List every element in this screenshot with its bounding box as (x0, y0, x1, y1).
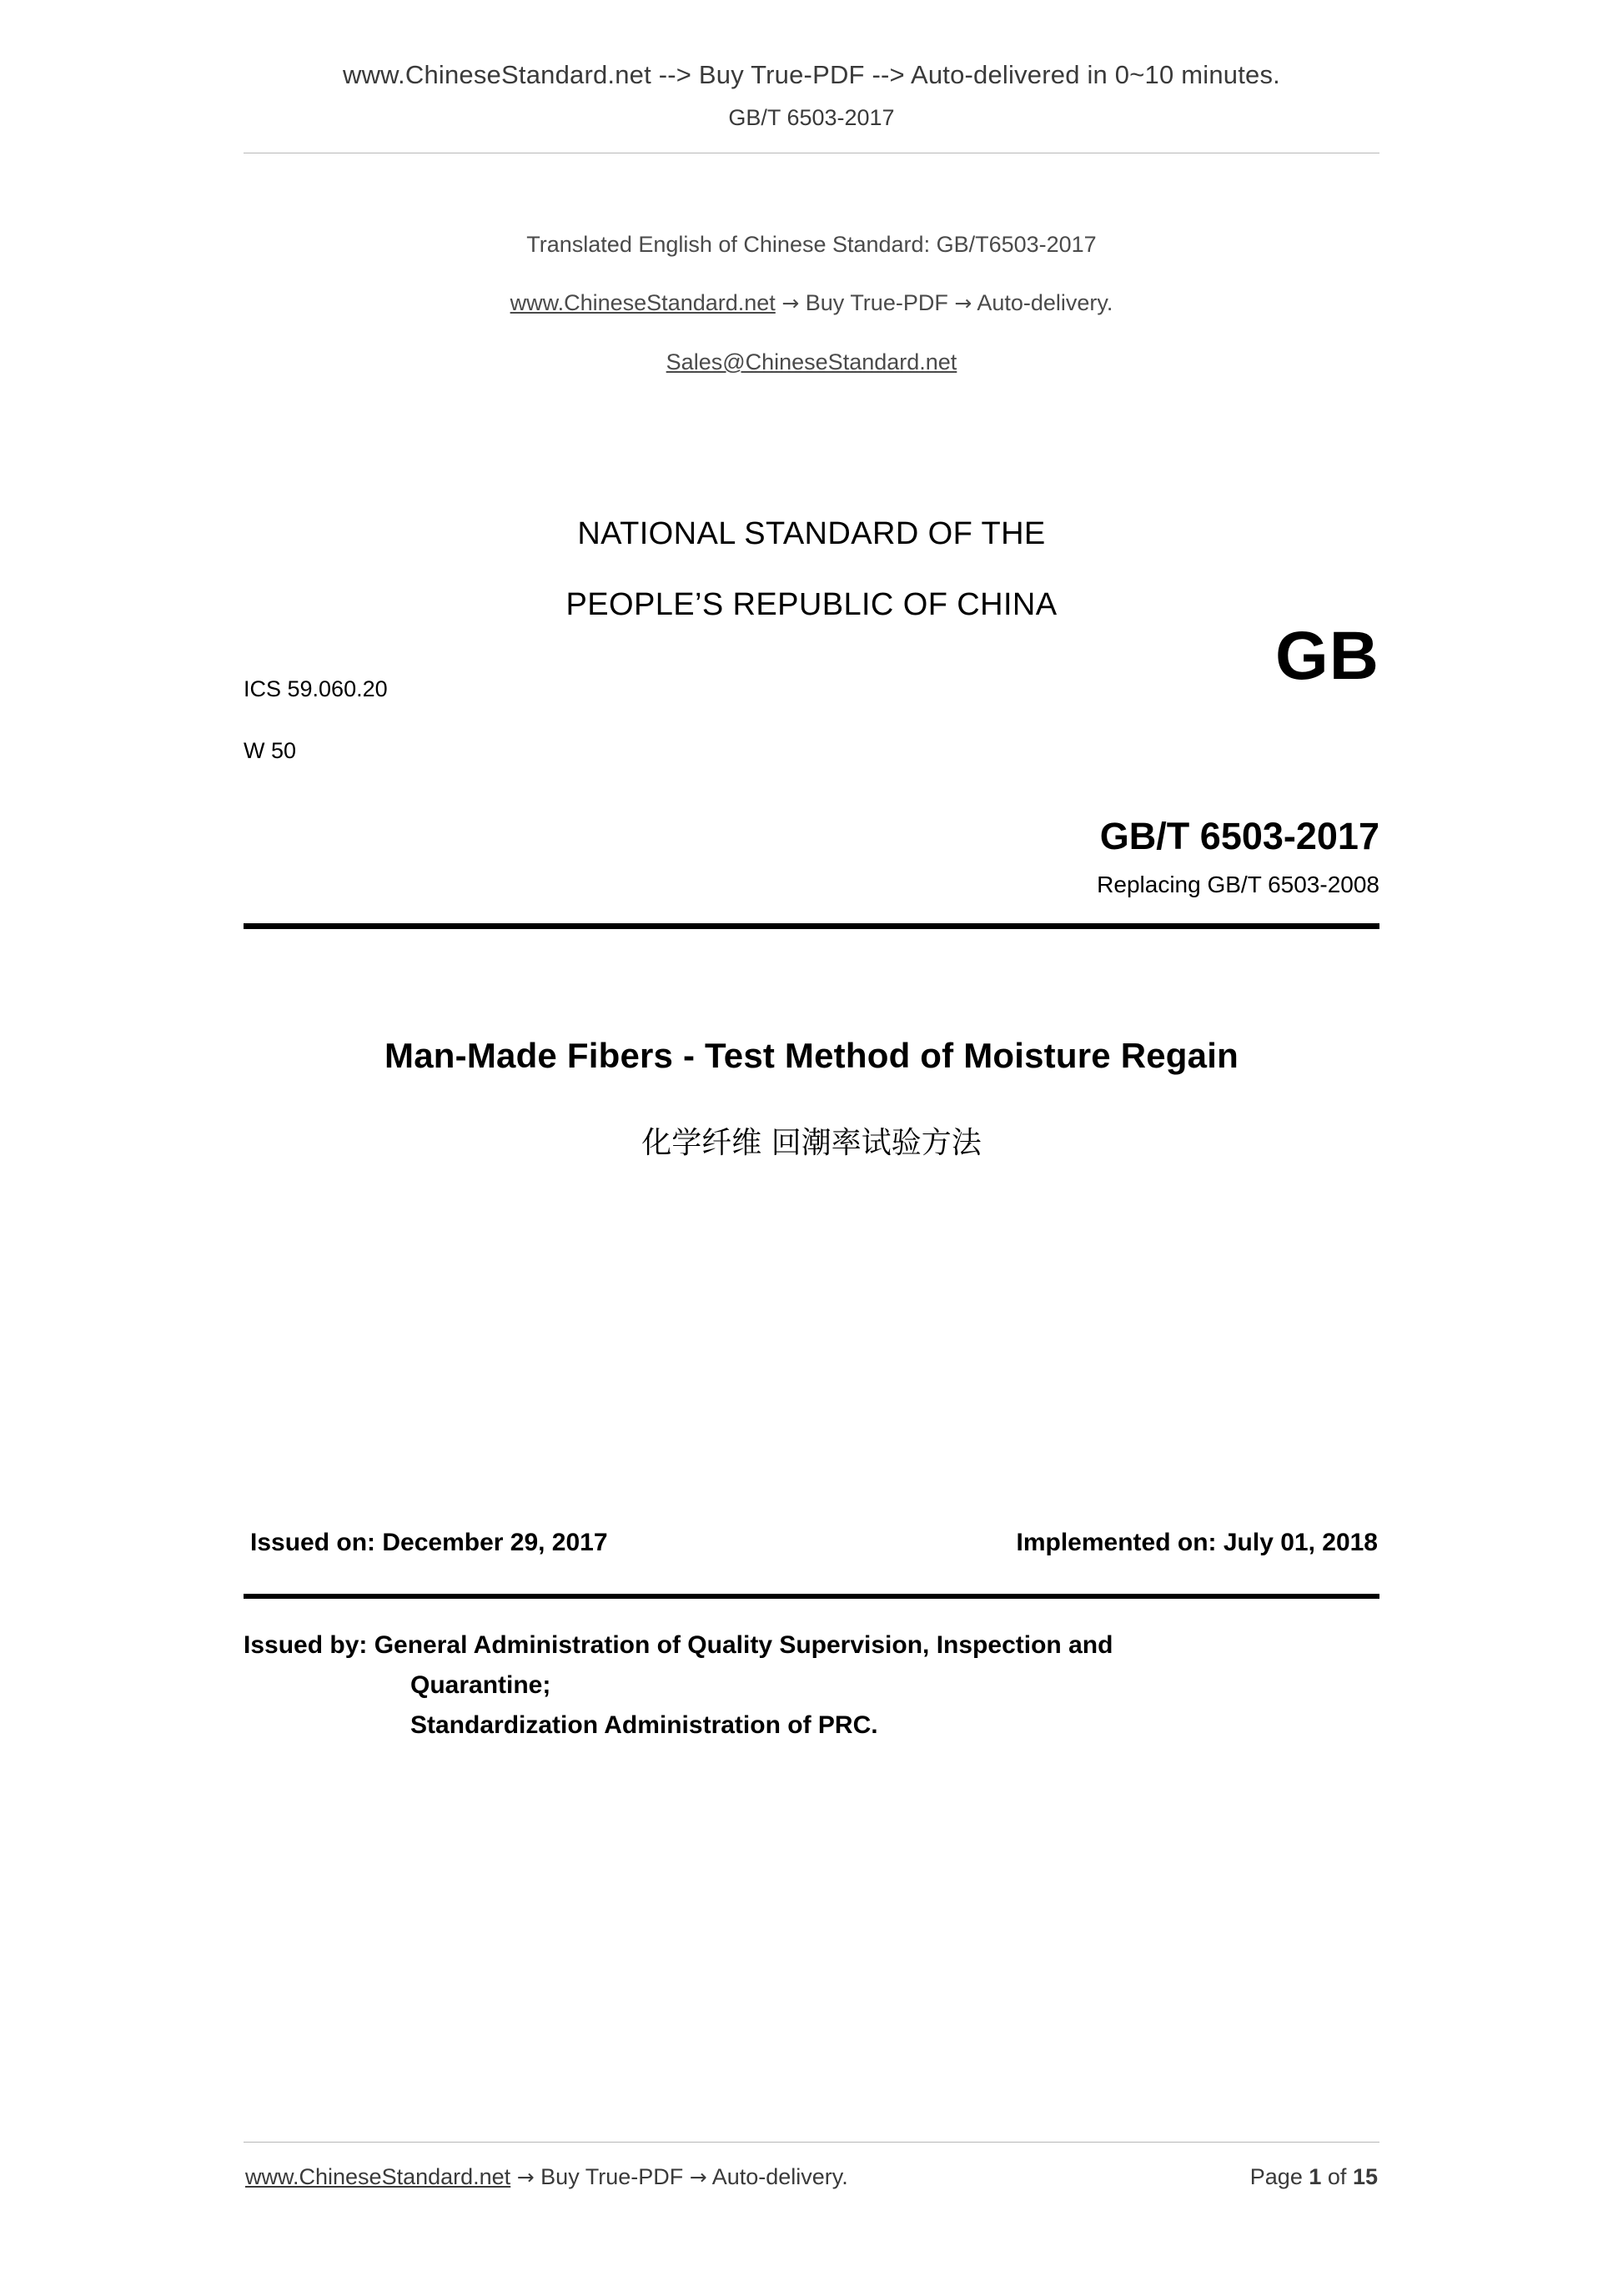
footer-delivery-label: Auto-delivery. (711, 2164, 848, 2189)
promo-buy-label: Buy True-PDF (805, 290, 948, 315)
header-standard-code: GB/T 6503-2017 (728, 105, 895, 130)
arrow-right-icon: → (781, 291, 800, 315)
page-footer (244, 2142, 1379, 2198)
page-indicator (1250, 2164, 1378, 2190)
cover-rule-bottom (244, 1594, 1379, 1599)
footer-site-link[interactable]: www.ChineseStandard.net (245, 2164, 511, 2189)
national-standard-line1: NATIONAL STANDARD OF THE (577, 516, 1046, 551)
promo-links-line (0, 274, 1623, 333)
page-total: 15 (1352, 2164, 1378, 2189)
issue-dates-row (244, 1529, 1379, 1562)
issued-by-line1: Issued by: General Administration of Quality Supervision, Inspection and (244, 1631, 1113, 1659)
issued-on-date: Issued on: December 29, 2017 (250, 1529, 608, 1556)
page-number: 1 (1309, 2164, 1322, 2189)
document-title-cn: 化学纤维 回潮率试验方法 (641, 1126, 982, 1160)
issued-by-line3: Standardization Administration of PRC. (410, 1711, 878, 1739)
classification-code: W 50 (244, 738, 297, 763)
promo-delivery-label: Auto-delivery. (977, 290, 1113, 315)
ics-code: ICS 59.060.20 (244, 676, 388, 701)
page-header (0, 0, 1623, 131)
document-title-en: Man-Made Fibers - Test Method of Moisture Regain (384, 1036, 1239, 1075)
issued-by-line2: Quarantine; (410, 1671, 551, 1699)
promo-banner: www.ChineseStandard.net --> Buy True-PDF --> Auto-delivered in 0~10 minutes. (343, 60, 1280, 89)
gb-logo-mark: GB (1275, 618, 1379, 694)
promo-email-link[interactable]: Sales@ChineseStandard.net (666, 349, 957, 374)
arrow-right-icon-3: → (516, 2165, 535, 2189)
arrow-right-icon-2: → (954, 291, 972, 315)
promo-block (0, 215, 1623, 391)
footer-left (245, 2164, 848, 2190)
standard-number: GB/T 6503-2017 (1099, 815, 1379, 857)
promo-translated-line: Translated English of Chinese Standard: GB/T6503-2017 (526, 232, 1097, 257)
national-standard-line2: PEOPLE’S REPUBLIC OF CHINA (565, 587, 1058, 622)
page-of-label: of (1327, 2164, 1347, 2189)
replacing-standard: Replacing GB/T 6503-2008 (1097, 872, 1379, 897)
classification-block (244, 658, 1623, 781)
cover-rule-top (244, 923, 1379, 929)
footer-buy-label: Buy True-PDF (540, 2164, 684, 2189)
page-label: Page (1249, 2164, 1303, 2189)
promo-site-link[interactable]: www.ChineseStandard.net (510, 290, 776, 315)
issued-by-block (244, 1625, 1379, 1746)
arrow-right-icon-4: → (689, 2165, 707, 2189)
promo-email-line (0, 333, 1623, 391)
footer-content (244, 2164, 1379, 2198)
implemented-on-date: Implemented on: July 01, 2018 (1016, 1529, 1378, 1556)
footer-divider (244, 2142, 1379, 2143)
